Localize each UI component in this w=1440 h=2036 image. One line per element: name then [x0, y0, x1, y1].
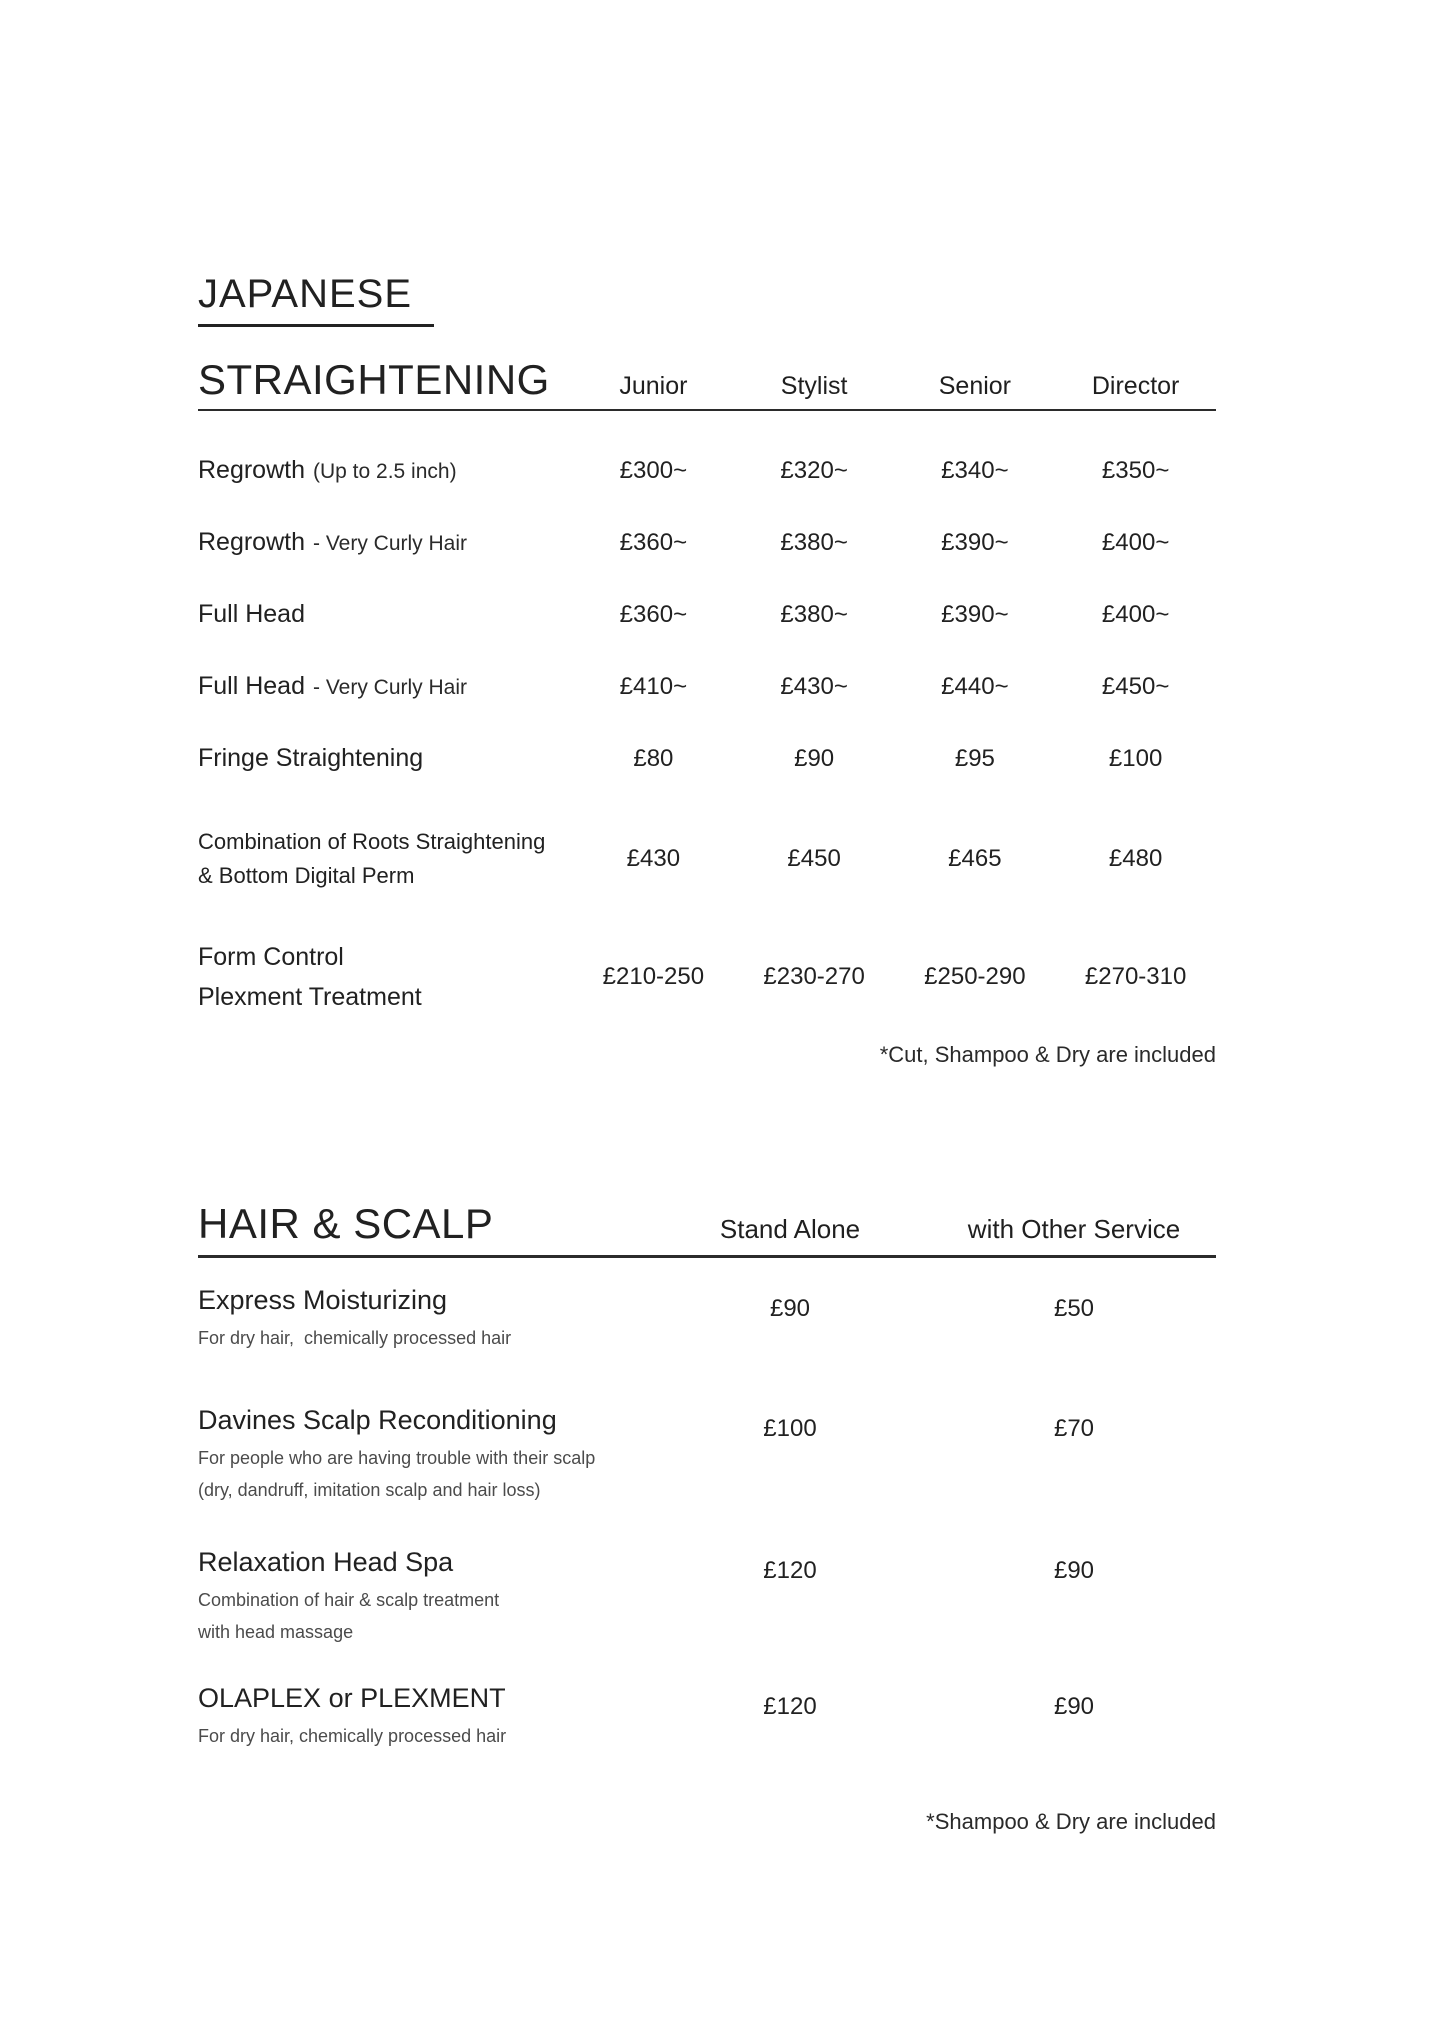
service-name: [198, 825, 573, 893]
price-cell: £450~: [1101, 673, 1170, 700]
footnote-hair-scalp: *Shampoo & Dry are included: [926, 1809, 1216, 1834]
price-cell: £250-290: [924, 963, 1026, 990]
service-name: [198, 1284, 648, 1354]
price-cell: £300~: [619, 457, 688, 484]
price-cell: £80: [633, 745, 674, 772]
price-cell: £410~: [619, 673, 688, 700]
service-name: [198, 937, 573, 1017]
service-name-main: Fringe Straightening: [198, 744, 424, 772]
service-row-full-head: [198, 599, 1216, 631]
price-cell: £90: [1053, 1557, 1095, 1584]
price-cell: £120: [763, 1557, 817, 1584]
hair-scalp-title: HAIR & SCALP: [198, 1200, 494, 1247]
price-cell: £360~: [619, 601, 688, 628]
service-row-regrowth: [198, 455, 1216, 487]
service-row-express-moisturizing: [198, 1284, 1216, 1354]
service-name-main: Davines Scalp Reconditioning: [198, 1405, 557, 1435]
price-cell: £380~: [780, 529, 848, 556]
hair-scalp-header-row: [198, 1201, 1216, 1258]
section-japanese: [198, 272, 1216, 327]
service-name-main: Regrowth: [198, 456, 305, 484]
price-cell: £70: [1053, 1415, 1095, 1442]
price-cell: £390~: [941, 601, 1009, 628]
price-cell: £450: [787, 845, 841, 872]
service-name-suffix: (Up to 2.5 inch): [313, 460, 457, 483]
service-description: For people who are having trouble with their scalp: [198, 1448, 596, 1468]
service-name-main: Full Head: [198, 672, 305, 700]
price-cell: £430: [626, 845, 681, 872]
straightening-header-row: [198, 357, 1216, 411]
service-name: [198, 527, 573, 559]
page-content: [198, 272, 1216, 1836]
column-header-stand-alone: Stand Alone: [719, 1214, 861, 1244]
service-description: Combination of hair & scalp treatment: [198, 1590, 500, 1610]
price-cell: £440~: [941, 673, 1009, 700]
service-name-main: OLAPLEX or PLEXMENT: [198, 1683, 506, 1713]
service-row-relaxation-head-spa: [198, 1546, 1216, 1648]
service-name: [198, 599, 573, 631]
column-header-junior: Junior: [619, 372, 688, 400]
service-row-form-control-plexment: [198, 937, 1216, 1017]
japanese-title: JAPANESE: [198, 272, 434, 327]
service-name-main: Regrowth: [198, 528, 305, 556]
column-header-senior: Senior: [938, 372, 1011, 400]
service-name: [198, 1546, 648, 1648]
service-name-suffix: - Very Curly Hair: [313, 532, 468, 555]
price-cell: £90: [794, 745, 835, 772]
service-description: (dry, dandruff, imitation scalp and hair loss): [198, 1480, 541, 1500]
price-cell: £100: [763, 1415, 817, 1442]
price-cell: £465: [948, 845, 1002, 872]
service-row-regrowth-very-curly: [198, 527, 1216, 559]
price-cell: £90: [1053, 1693, 1095, 1720]
footnote-straightening: *Cut, Shampoo & Dry are included: [879, 1042, 1216, 1067]
price-cell: £100: [1108, 745, 1163, 772]
service-row-combination-roots-digital-perm: [198, 825, 1216, 893]
service-name-line2: & Bottom Digital Perm: [198, 863, 415, 888]
service-name-line1: Combination of Roots Straightening: [198, 829, 546, 854]
service-row-full-head-very-curly: [198, 671, 1216, 703]
service-name: [198, 743, 573, 775]
price-cell: £50: [1053, 1295, 1095, 1322]
column-header-director: Director: [1091, 372, 1180, 400]
price-cell: £340~: [941, 457, 1009, 484]
price-cell: £270-310: [1084, 963, 1187, 990]
service-name-suffix: - Very Curly Hair: [313, 676, 468, 699]
price-cell: £210-250: [602, 963, 705, 990]
price-cell: £430~: [780, 673, 848, 700]
service-name-main: Express Moisturizing: [198, 1285, 448, 1315]
price-cell: £400~: [1101, 529, 1170, 556]
straightening-title: STRAIGHTENING: [198, 356, 550, 403]
price-cell: £480: [1108, 845, 1163, 872]
service-row-olaplex-plexment: [198, 1682, 1216, 1752]
service-name: [198, 671, 573, 703]
price-cell: £95: [954, 745, 995, 772]
service-name: [198, 1404, 648, 1506]
column-header-with-other-service: with Other Service: [967, 1214, 1181, 1244]
service-description: For dry hair, chemically processed hair: [198, 1726, 507, 1746]
price-cell: £230-270: [763, 963, 865, 990]
price-cell: £120: [763, 1693, 817, 1720]
price-cell: £90: [769, 1295, 811, 1322]
service-name: [198, 455, 573, 487]
service-name-main: Relaxation Head Spa: [198, 1547, 454, 1577]
service-name-main: Full Head: [198, 600, 305, 628]
price-cell: £350~: [1101, 457, 1170, 484]
service-description: with head massage: [198, 1622, 354, 1642]
price-cell: £380~: [780, 601, 848, 628]
service-row-davines-scalp-reconditioning: [198, 1404, 1216, 1506]
service-name-line2: Plexment Treatment: [198, 983, 422, 1011]
service-name: [198, 1682, 648, 1752]
price-cell: £320~: [780, 457, 848, 484]
service-row-fringe-straightening: [198, 743, 1216, 775]
price-cell: £390~: [941, 529, 1009, 556]
column-header-stylist: Stylist: [780, 372, 848, 400]
service-name-line1: Form Control: [198, 943, 344, 971]
price-cell: £400~: [1101, 601, 1170, 628]
service-description: For dry hair, chemically processed hair: [198, 1328, 512, 1348]
price-cell: £360~: [619, 529, 688, 556]
